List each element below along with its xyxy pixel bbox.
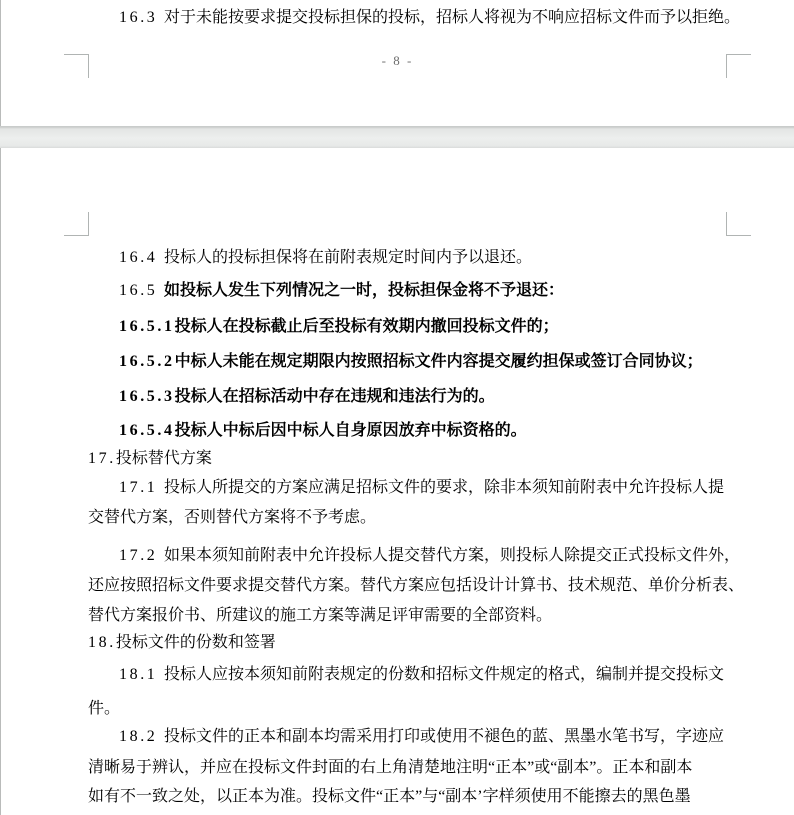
page-8-bottom [0,0,794,126]
clause-text: 交替代方案，否则替代方案将不予考虑。 [88,509,377,526]
page-break-separator [0,126,794,148]
clause-16-5-2 [119,352,703,372]
clause-text: 清晰易于辨认，并应在投标文件封面的右上角清楚地注明“正本”或“副本”。正本和副本 [88,759,693,776]
clause-18-2-line1 [119,727,724,747]
margin-mark-top-right-icon [726,212,751,236]
heading-17 [88,449,212,469]
clause-18-1-line1 [119,665,724,685]
clause-text: 投标人中标后因中标人自身原因放弃中标资格的。 [174,422,527,439]
clause-text: 投标替代方案 [115,450,212,467]
clause-text: 投标人所提交的方案应满足招标文件的要求，除非本须知前附表中允许投标人提 [164,479,725,496]
clause-17-2-line3 [88,606,552,626]
clause-number: 16.4 [119,249,164,266]
clause-16-5-1 [119,317,559,337]
clause-18-2-line3 [88,787,691,807]
clause-17-2-line2 [88,576,744,596]
clause-16-5 [119,281,564,301]
clause-text: 对于未能按要求提交投标担保的投标，招标人将视为不响应招标文件而予以拒绝。 [164,9,741,26]
clause-text: 投标文件的份数和签署 [115,634,276,651]
page-9 [0,148,794,815]
clause-text: 投标人在投标截止后至投标有效期内撤回投标文件的； [174,318,559,335]
clause-17-1-line2 [88,508,376,528]
clause-number: 17.2 [119,547,164,564]
clause-18-2-line2 [88,758,692,778]
clause-18-1-line2 [88,699,120,719]
clause-17-1-line1 [119,478,724,498]
clause-text: 如有不一致之处，以正本为准。投标文件“正本”与“副本’字样须使用不能擦去的黑色墨 [88,788,691,805]
clause-text: 还应按照招标文件要求提交替代方案。替代方案应包括设计计算书、技术规范、单价分析表、 [88,577,745,594]
clause-number: 18.1 [119,666,164,683]
clause-number: 16.5.2 [119,353,175,370]
clause-text: 投标人应按本须知前附表规定的份数和招标文件规定的格式，编制并提交投标文 [164,666,725,683]
clause-number: 18.2 [119,728,164,745]
clause-16-5-4 [119,421,527,441]
clause-number: 16.3 [119,9,164,26]
page-number-footer: - 8 - [381,53,414,68]
clause-text: 中标人未能在规定期限内按照招标文件内容提交履约担保或签订合同协议； [174,353,703,370]
clause-text: 如果本须知前附表中允许投标人提交替代方案，则投标人除提交正式投标文件外， [164,547,741,564]
clause-number: 16.5.1 [119,318,175,335]
heading-18 [88,633,276,653]
clause-number: 17.1 [119,479,164,496]
clause-number: 16.5.3 [119,388,175,405]
margin-mark-top-left-icon [64,212,89,236]
clause-text: 投标人的投标担保将在前附表规定时间内予以退还。 [164,249,533,266]
clause-number: 16.5.4 [119,422,175,439]
clause-number: 17. [88,450,116,467]
clause-16-3 [119,8,740,28]
clause-16-4 [119,248,532,268]
clause-text: 投标文件的正本和副本均需采用打印或使用不褪色的蓝、黑墨水笔书写，字迹应 [164,728,725,745]
clause-16-5-3 [119,387,495,407]
margin-mark-bottom-right-icon [726,54,751,78]
clause-text: 件。 [88,700,121,717]
clause-text: 如投标人发生下列情况之一时，投标担保金将不予退还： [164,282,565,299]
margin-mark-bottom-left-icon [64,54,89,78]
clause-text: 替代方案报价书、所建议的施工方案等满足评审需要的全部资料。 [88,607,553,624]
clause-number: 18. [88,634,116,651]
clause-number: 16.5 [119,282,164,299]
clause-text: 投标人在招标活动中存在违规和违法行为的。 [174,388,495,405]
clause-17-2-line1 [119,546,740,566]
